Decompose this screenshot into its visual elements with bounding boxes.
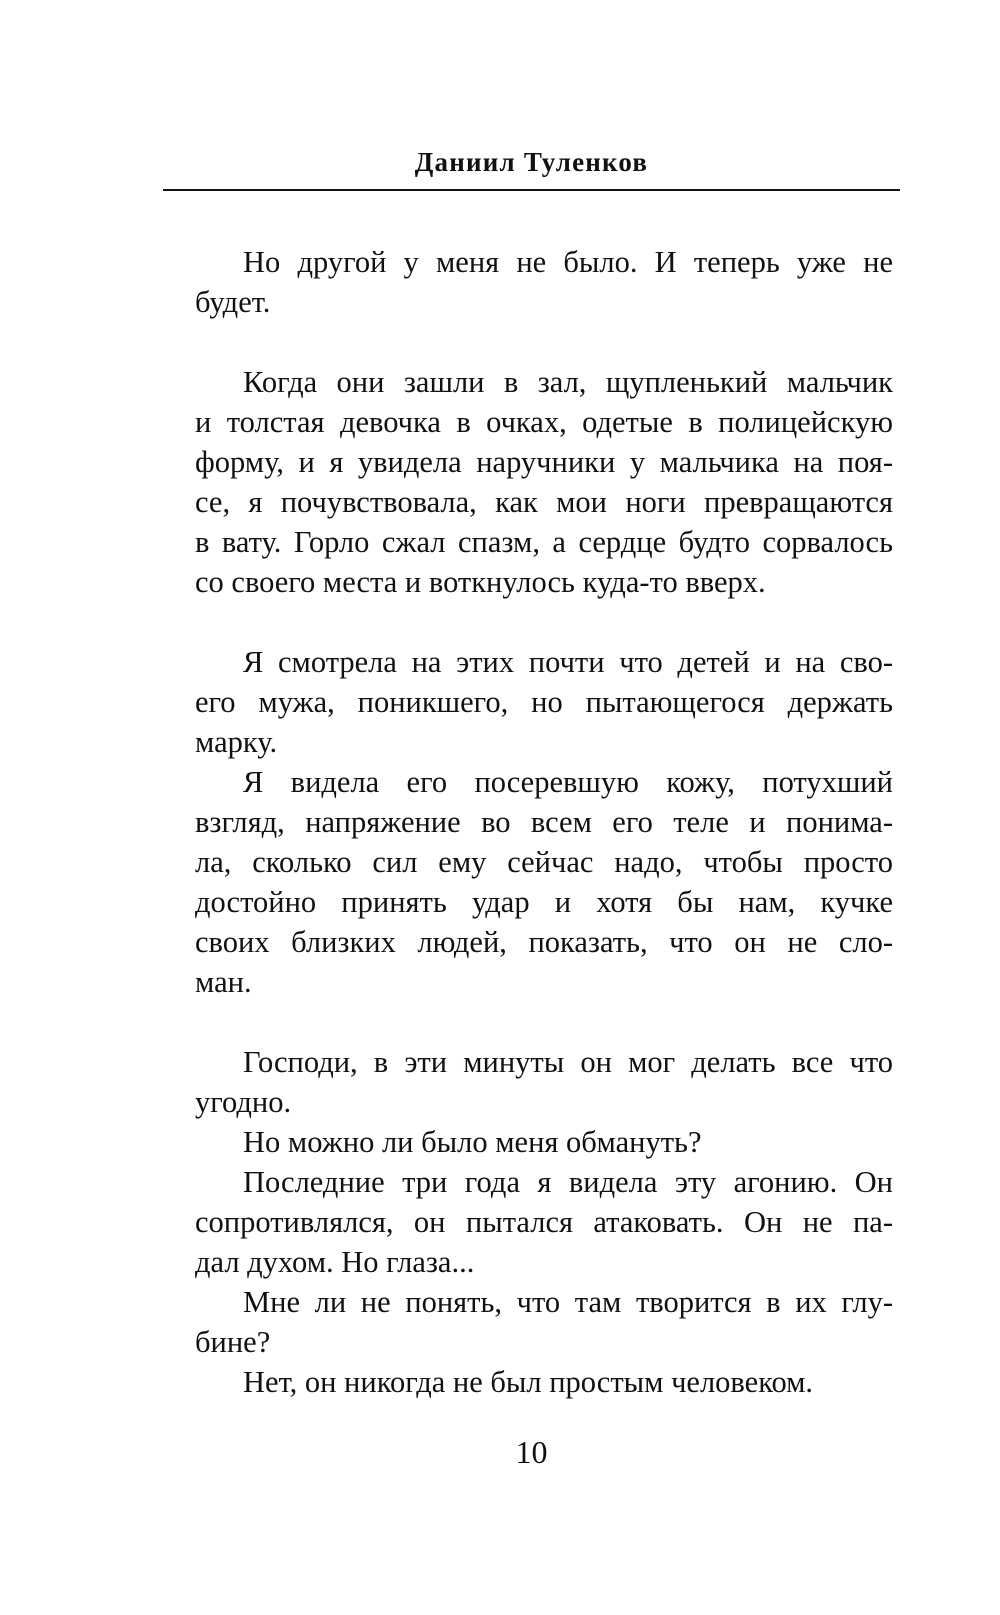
page-number: 10 bbox=[515, 1434, 548, 1470]
text-line: се, я почувствовала, как мои ноги превращаются bbox=[195, 485, 893, 519]
text-line: Когда они зашли в зал, щупленький мальчик bbox=[243, 365, 893, 399]
text-line: Но можно ли было меня обмануть? bbox=[243, 1125, 702, 1159]
text-line: Я смотрела на этих почти что детей и на сво- bbox=[243, 645, 893, 679]
text-line: будет. bbox=[195, 285, 271, 319]
text-line: со своего места и воткнулось куда-то вверх. bbox=[195, 565, 766, 599]
text-line: ла, сколько сил ему сейчас надо, чтобы просто bbox=[195, 845, 893, 879]
text-line: достойно принять удар и хотя бы нам, кучке bbox=[195, 885, 893, 919]
text-line: сопротивлялся, он пытался атаковать. Он не па- bbox=[195, 1205, 893, 1239]
body-text bbox=[195, 242, 893, 1402]
text-line: своих близких людей, показать, что он не сло- bbox=[195, 925, 893, 959]
paragraph-gap bbox=[195, 322, 893, 362]
text-line: бине? bbox=[195, 1325, 271, 1359]
text-line: дал духом. Но глаза... bbox=[195, 1245, 475, 1279]
text-line: и толстая девочка в очках, одетые в полицейскую bbox=[195, 405, 893, 439]
paragraph-gap bbox=[195, 602, 893, 642]
text-line: Я видела его посеревшую кожу, потухший bbox=[243, 765, 893, 799]
text-line: Нет, он никогда не был простым человеком. bbox=[243, 1365, 814, 1399]
text-line: Но другой у меня не было. И теперь уже не bbox=[243, 245, 893, 279]
text-line: Господи, в эти минуты он мог делать все что bbox=[243, 1045, 893, 1079]
text-line: в вату. Горло сжал спазм, а сердце будто сорвалось bbox=[195, 525, 893, 559]
text-line: форму, и я увидела наручники у мальчика на поя- bbox=[195, 445, 893, 479]
paragraph-gap bbox=[195, 1002, 893, 1042]
text-line: угодно. bbox=[195, 1085, 292, 1119]
text-line: Мне ли не понять, что там творится в их глу- bbox=[243, 1285, 893, 1319]
text-line: Последние три года я видела эту агонию. Он bbox=[243, 1165, 893, 1199]
text-line: ман. bbox=[195, 965, 252, 999]
text-line: марку. bbox=[195, 725, 278, 759]
header-rule bbox=[163, 189, 900, 191]
text-line: взгляд, напряжение во всем его теле и понима- bbox=[195, 805, 893, 839]
running-head-author: Даниил Туленков bbox=[414, 147, 649, 177]
text-line: его мужа, поникшего, но пытающегося держать bbox=[195, 685, 893, 719]
